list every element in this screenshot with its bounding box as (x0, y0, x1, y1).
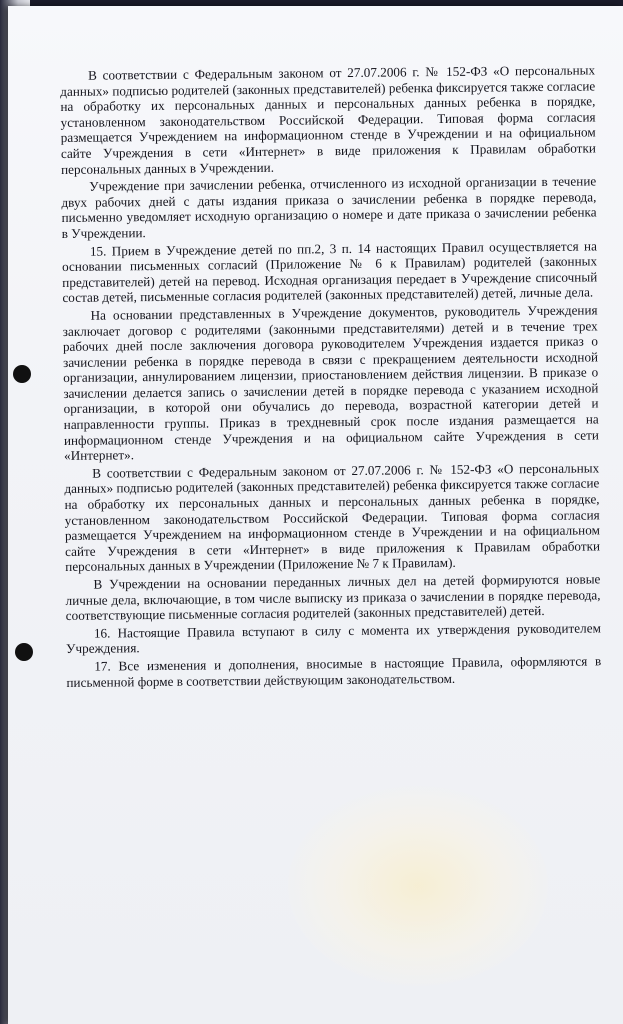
paragraph-contract: На основании представленных в Учреждение документов, руководитель Учреждения заключает договор с родителями (законными представителями) детей и в течение трех рабочих дней после заключения договора руководителем Учреждения издается приказ о зачислении ребенка в порядке перевода в связи с прекращением деятельности исходной организации, аннулированием лицензии, приостановлением действия лицензии. В приказе о зачислении делается запись о зачислении детей в порядке перевода с указанием исходной организации, в которой они обучались до перевода, возрастной категории детей и направленности группы. Приказ в трехдневный срок после издания размещается на информационном стенде Учреждения и на официальном сайте Учреждения в сети «Интернет». (62, 302, 599, 464)
paragraph-consent-2: В соответствии с Федеральным законом от 27.07.2006 г. № 152-ФЗ «О персональных данных» подписью родителей (законных представителей) ребенка фиксируется также согласие на обработку их персональных данных и персональных данных ребенка в порядке, установленном законодательством Российской Федерации. Типовая форма согласия размещается Учреждением на информационном стенде в Учреждении и на официальном сайте Учреждения в сети «Интернет» в виде приложения к Правилам обработки персональных данных в Учреждении (Приложение № 7 к Правилам). (64, 460, 601, 575)
punch-hole-top (13, 365, 31, 383)
paragraph-17: 17. Все изменения и дополнения, вносимые в настоящие Правила, оформляются в письменной форме в соответствии действующим законодательством. (66, 653, 602, 690)
document-body (60, 62, 602, 692)
paragraph-notification: Учреждение при зачислении ребенка, отчисленного из исходной организации в течение двух рабочих дней с даты издания приказа о зачислении ребенка в порядке перевода, письменно уведомляет исходную организацию о номере и дате приказа о зачислении ребенка в Учреждении. (61, 173, 597, 241)
paragraph-15: 15. Прием в Учреждение детей по пп.2, 3 п. 14 настоящих Правил осуществляется на основании письменных согласий (Приложение № 6 к Правилам) родителей (законных представителей) детей на перевод. Исходная организация передает в Учреждение списочный состав детей, письменные согласия родителей (законных представителей) детей, личные дела. (62, 237, 598, 306)
paper-stain (288, 786, 548, 986)
paragraph-personal-files: В Учреждении на основании переданных личных дел на детей формируются новые личные дела, включающие, в том числе выписку из приказа о зачислении в порядке перевода, соответствующие письменные согласия родителей (законных представителей) детей. (65, 571, 601, 624)
paragraph-16: 16. Настоящие Правила вступают в силу с момента их утверждения руководителем Учреждения. (66, 620, 601, 657)
paragraph-consent-1: В соответствии с Федеральным законом от 27.07.2006 г. № 152-ФЗ «О персональных данных» подписью родителей (законных представителей) ребенка фиксируется также согласие на обработку их персональных данных и персональных данных ребенка в порядке, установленном законодательством Российской Федерации. Типовая форма согласия размещается Учреждением на информационном стенде в Учреждении и на официальном сайте Учреждения в сети «Интернет» в виде приложения к Правилам обработки персональных данных в Учреждении. (60, 62, 596, 177)
punch-hole-bottom (15, 643, 33, 661)
